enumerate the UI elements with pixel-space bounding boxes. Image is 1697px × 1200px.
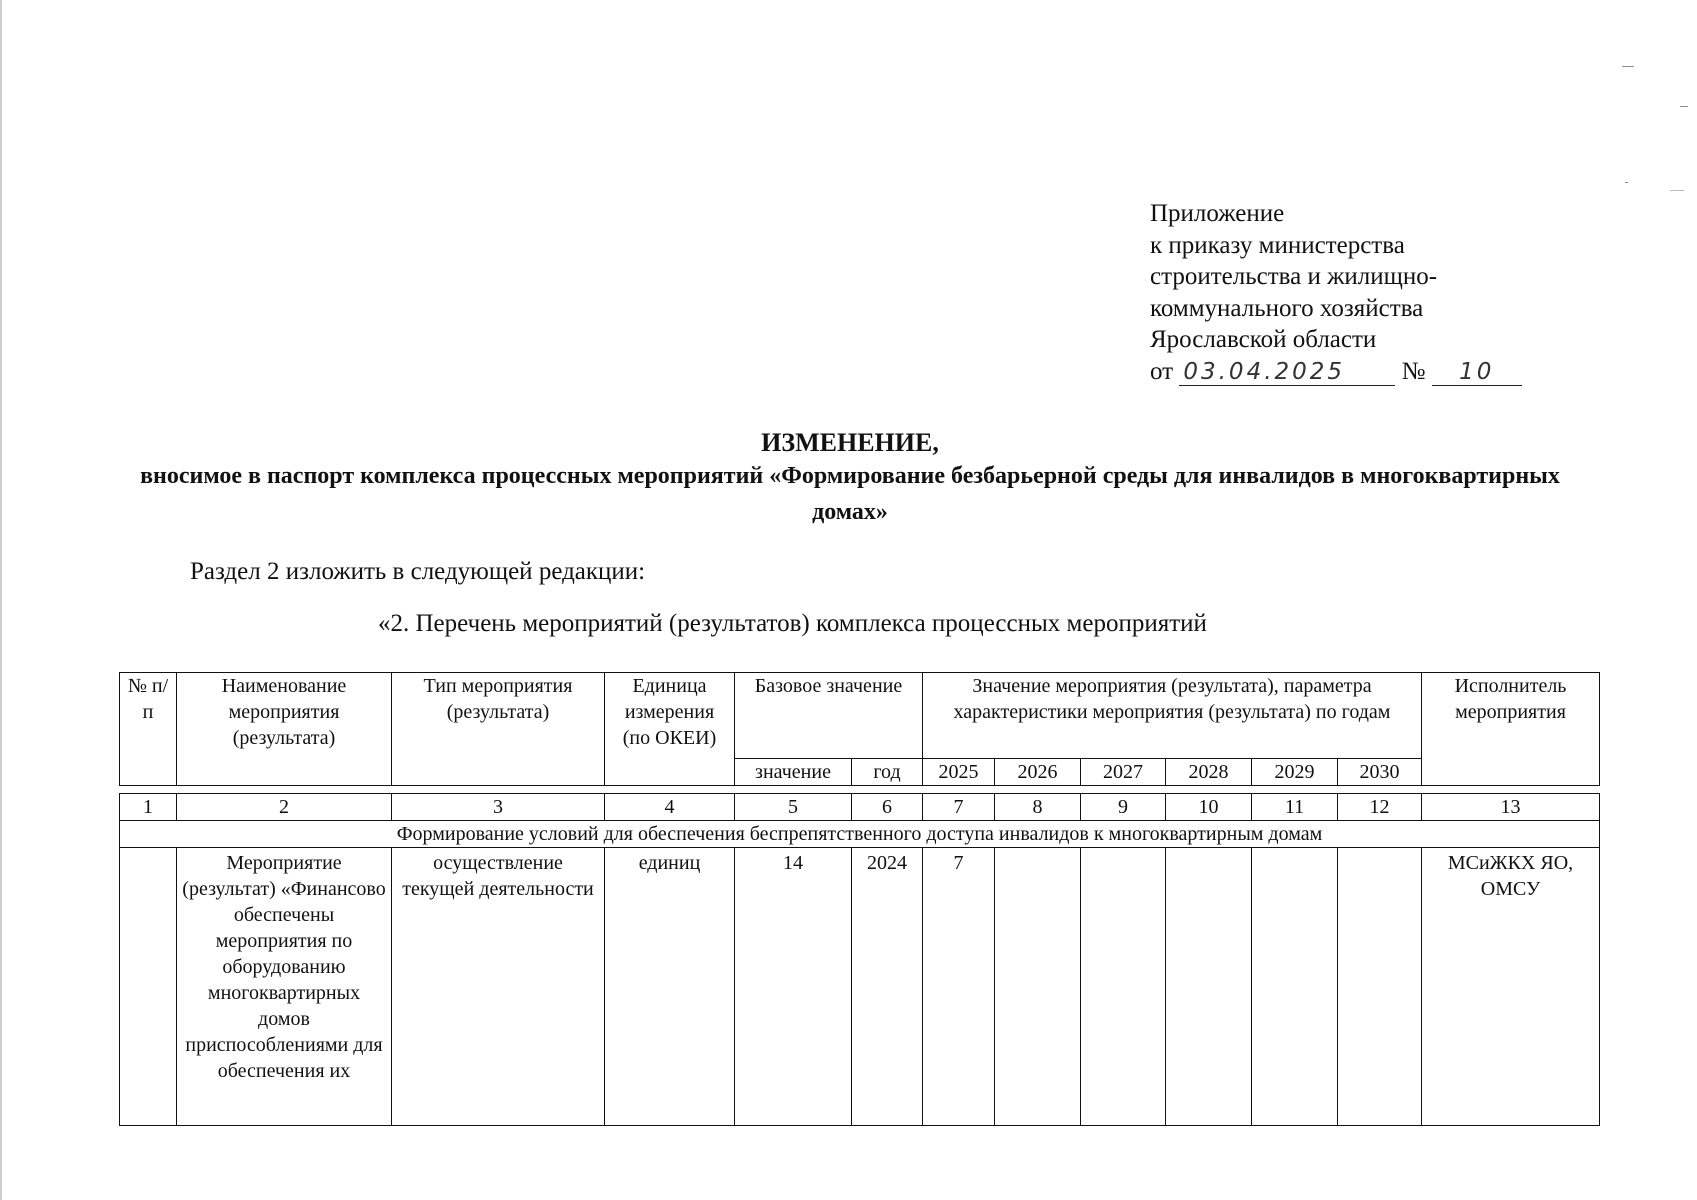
appendix-line: строительства и жилищно- xyxy=(1150,263,1438,290)
column-number: 5 xyxy=(735,794,852,821)
row-executor: МСиЖКХ ЯО, ОМСУ xyxy=(1422,848,1600,1126)
column-number: 8 xyxy=(995,794,1081,821)
header-unit: Единица измерения (по ОКЕИ) xyxy=(605,673,735,786)
appendix-line: Приложение xyxy=(1150,200,1285,227)
row-unit: единиц xyxy=(605,848,735,1126)
scan-speck xyxy=(1670,190,1684,191)
header-base: Базовое значение xyxy=(735,673,923,759)
appendix-line: Ярославской области xyxy=(1150,326,1377,353)
section-title: «2. Перечень мероприятий (результатов) комплекса процессных мероприятий xyxy=(378,610,1207,637)
order-date-line xyxy=(1150,356,1522,388)
table-row xyxy=(120,848,1600,1126)
scan-speck xyxy=(1625,182,1628,183)
column-number: 7 xyxy=(923,794,995,821)
scan-speck xyxy=(1680,106,1688,107)
column-number: 1 xyxy=(120,794,177,821)
column-number: 6 xyxy=(852,794,923,821)
order-date-field xyxy=(1179,359,1395,386)
column-number: 11 xyxy=(1252,794,1338,821)
column-number: 4 xyxy=(605,794,735,821)
header-year: 2026 xyxy=(995,759,1081,786)
row-base-year: 2024 xyxy=(852,848,923,1126)
row-value-2030 xyxy=(1338,848,1422,1126)
instruction-text: Раздел 2 изложить в следующей редакции: xyxy=(190,558,646,585)
column-number-row xyxy=(120,794,1600,821)
row-value-2027 xyxy=(1081,848,1166,1126)
header-name: Наименование мероприятия (результата) xyxy=(177,673,392,786)
row-value-2028 xyxy=(1166,848,1252,1126)
header-executor: Исполнитель мероприятия xyxy=(1422,673,1600,786)
order-number-field xyxy=(1432,359,1522,386)
group-title: Формирование условий для обеспечения беспрепятственного доступа инвалидов к многоквартирным домам xyxy=(120,821,1600,848)
header-base-value: значение xyxy=(735,759,852,786)
header-year: 2029 xyxy=(1252,759,1338,786)
table-body xyxy=(119,793,1600,1126)
row-type: осуществление текущей деятельности xyxy=(392,848,605,1126)
document-subtitle: вносимое в паспорт комплекса процессных мероприятий «Формирование безбарьерной среды для инвалидов в многоквартирных домах» xyxy=(140,463,1560,525)
row-base-value: 14 xyxy=(735,848,852,1126)
header-type: Тип мероприятия (результата) xyxy=(392,673,605,786)
row-value-2026 xyxy=(995,848,1081,1126)
header-year: 2028 xyxy=(1166,759,1252,786)
column-number: 12 xyxy=(1338,794,1422,821)
column-number: 3 xyxy=(392,794,605,821)
row-value-2029 xyxy=(1252,848,1338,1126)
header-year: 2025 xyxy=(923,759,995,786)
header-year: 2027 xyxy=(1081,759,1166,786)
column-number: 10 xyxy=(1166,794,1252,821)
column-number: 9 xyxy=(1081,794,1166,821)
table-header xyxy=(119,672,1600,786)
appendix-line: коммунального хозяйства xyxy=(1150,294,1424,322)
date-prefix: от xyxy=(1150,357,1174,385)
document-title: ИЗМЕНЕНИЕ, xyxy=(761,428,939,457)
header-year: 2030 xyxy=(1338,759,1422,786)
header-base-year: год xyxy=(852,759,923,786)
column-number: 2 xyxy=(177,794,392,821)
column-number: 13 xyxy=(1422,794,1600,821)
row-name: Мероприятие (результат) «Финансово обеспечены мероприятия по оборудованию многоквартирных домов приспособлениями для обеспечения их xyxy=(177,848,392,1126)
row-value-2025: 7 xyxy=(923,848,995,1126)
number-symbol: № xyxy=(1401,357,1426,385)
header-num: № п/п xyxy=(120,673,177,786)
order-number-handwritten: 10 xyxy=(1459,358,1495,385)
header-values: Значение мероприятия (результата), параметра характеристики мероприятия (результата) по годам xyxy=(923,673,1422,759)
scan-edge xyxy=(0,0,2,1200)
appendix-line: к приказу министерства xyxy=(1150,231,1405,259)
group-row xyxy=(120,821,1600,848)
scan-speck xyxy=(1622,66,1634,67)
row-num xyxy=(120,848,177,1126)
appendix-block xyxy=(1150,198,1522,387)
order-date-handwritten: 03.04.2025 xyxy=(1183,358,1346,385)
